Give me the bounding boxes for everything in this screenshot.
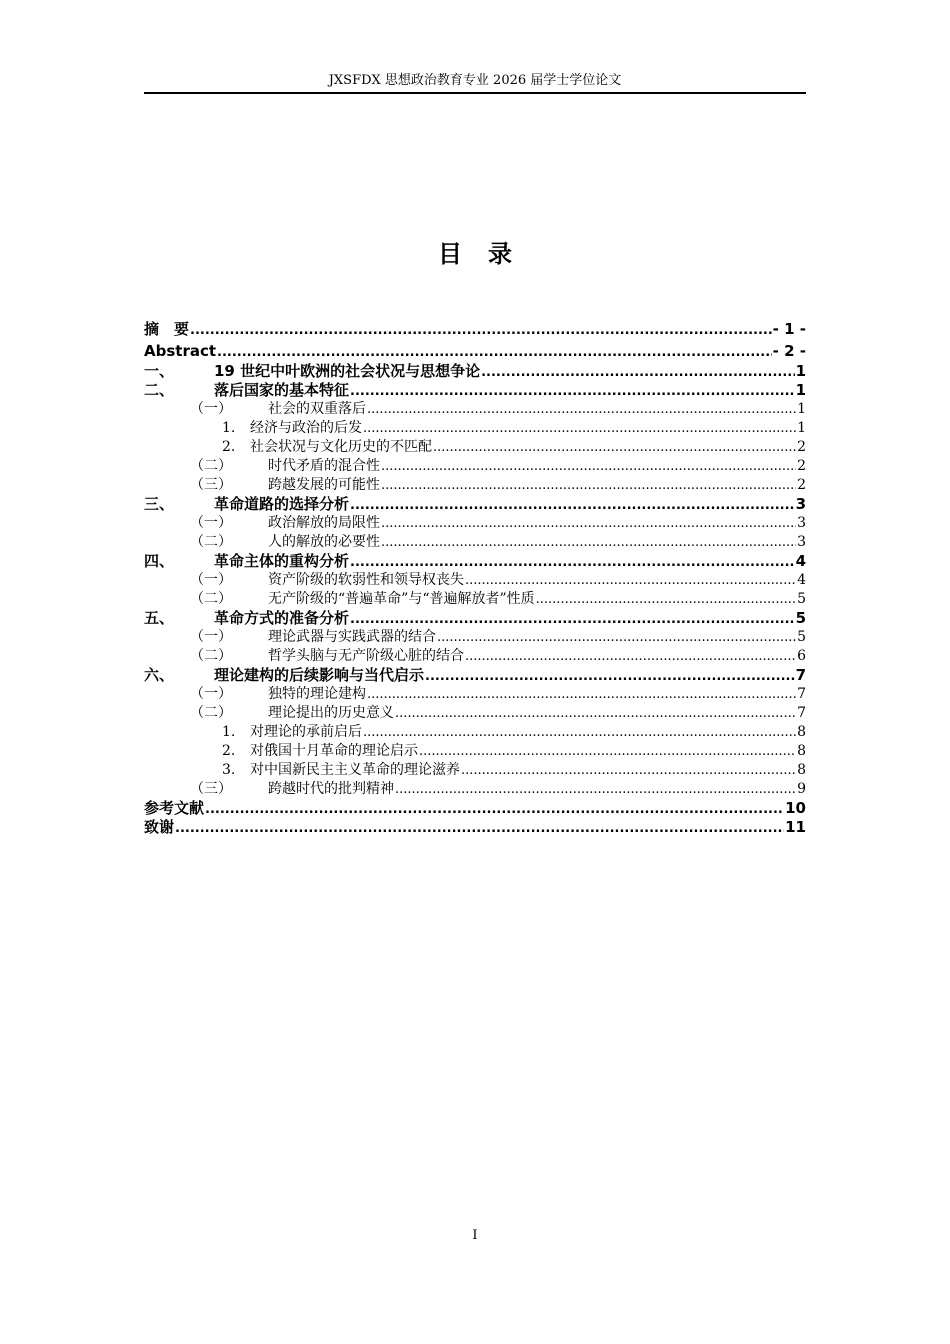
toc-page-number: 8	[797, 724, 806, 740]
toc-dot-leader	[465, 647, 796, 666]
toc-dot-leader	[367, 400, 796, 419]
toc-entry-number: （一）	[190, 572, 232, 588]
toc-entry[interactable]	[144, 628, 806, 647]
toc-page-number: 1	[795, 362, 806, 380]
toc-page-number: 2	[797, 458, 806, 474]
toc-dot-leader	[425, 667, 795, 686]
toc-dot-leader	[363, 723, 796, 742]
toc-entry[interactable]	[144, 780, 806, 799]
toc-entry[interactable]	[144, 419, 806, 438]
toc-dot-leader	[465, 571, 796, 590]
toc-title: 目录	[438, 240, 538, 268]
toc-entry[interactable]	[144, 761, 806, 780]
toc-dot-leader	[536, 590, 796, 609]
toc-page-number: - 2 -	[772, 342, 806, 360]
toc-page-number: 7	[797, 705, 806, 721]
toc-page-number: 1	[797, 420, 806, 436]
toc-page-number: 4	[797, 572, 806, 588]
toc-entry-number: （三）	[190, 781, 232, 797]
toc-page-number: 5	[795, 609, 806, 627]
toc-dot-leader	[381, 533, 796, 552]
toc-entry-number: 1.	[222, 724, 236, 740]
toc-dot-leader	[350, 610, 795, 629]
toc-page-number: 3	[797, 534, 806, 550]
toc-entry-number: 2.	[222, 439, 236, 455]
toc-entry-title: 致谢	[144, 818, 175, 836]
toc-dot-leader	[381, 514, 796, 533]
toc-entry[interactable]	[144, 457, 806, 476]
toc-entry-number: （二）	[190, 458, 232, 474]
toc-entry[interactable]	[144, 476, 806, 495]
toc-entry[interactable]	[144, 647, 806, 666]
toc-dot-leader	[437, 628, 796, 647]
toc-page-number: 8	[797, 743, 806, 759]
toc-dot-leader	[381, 457, 796, 476]
toc-dot-leader	[350, 382, 795, 401]
toc-entry-number: （一）	[190, 515, 232, 531]
toc-dot-leader	[190, 320, 772, 342]
toc-entry-number: 2.	[222, 743, 236, 759]
toc-entry-number: 四、	[144, 552, 175, 570]
toc-entry-number: （二）	[190, 591, 232, 607]
toc-entry-number: 六、	[144, 666, 175, 684]
toc-entry-title: 革命主体的重构分析	[214, 552, 350, 570]
toc-page-number: 2	[797, 439, 806, 455]
toc-entry-title: 社会的双重落后	[268, 401, 366, 417]
toc-entry[interactable]	[144, 340, 806, 362]
toc-page-number: 2	[797, 477, 806, 493]
toc-page-number: 7	[797, 686, 806, 702]
toc-entry-title: 跨越时代的批判精神	[268, 781, 394, 797]
toc-entry-number: 二、	[144, 381, 175, 399]
toc-entry[interactable]	[144, 438, 806, 457]
toc-dot-leader	[481, 363, 794, 382]
toc-entry-number: （一）	[190, 629, 232, 645]
toc-entry-title: 19 世纪中叶欧洲的社会状况与思想争论	[214, 362, 481, 380]
toc-entry-title: Abstract	[144, 342, 217, 360]
toc-entry-number: （一）	[190, 401, 232, 417]
toc-page-number: 1	[797, 401, 806, 417]
toc-dot-leader	[350, 553, 795, 572]
toc-dot-leader	[363, 419, 796, 438]
toc-page-number: 5	[797, 591, 806, 607]
toc-page-number: 9	[797, 781, 806, 797]
toc-entry[interactable]	[144, 799, 806, 818]
toc-entry-title: 无产阶级的“普遍革命”与“普遍解放者”性质	[268, 591, 535, 607]
toc-entry-title: 政治解放的局限性	[268, 515, 380, 531]
toc-page-number: 7	[795, 666, 806, 684]
toc-entry-title: 参考文献	[144, 799, 205, 817]
toc-entry-title: 革命道路的选择分析	[214, 495, 350, 513]
page-number: I	[472, 1228, 478, 1243]
toc-entry-title: 对理论的承前启后	[250, 724, 362, 740]
toc-entry-title: 理论提出的历史意义	[268, 705, 394, 721]
toc-entry-title: 革命方式的准备分析	[214, 609, 350, 627]
toc-entry-number: （二）	[190, 534, 232, 550]
toc-dot-leader	[461, 761, 796, 780]
toc-dot-leader	[395, 704, 796, 723]
toc-dot-leader	[395, 780, 796, 799]
toc-dot-leader	[367, 685, 796, 704]
toc-dot-leader	[217, 342, 772, 364]
toc-dot-leader	[175, 819, 784, 838]
toc-entry-number: 三、	[144, 495, 175, 513]
toc-entry[interactable]	[144, 362, 806, 381]
toc-entry-title: 理论武器与实践武器的结合	[268, 629, 436, 645]
toc-entry[interactable]	[144, 400, 806, 419]
toc-entry-title: 哲学头脑与无产阶级心脏的结合	[268, 648, 464, 664]
toc-dot-leader	[381, 476, 796, 495]
toc-entry-number: 3.	[222, 762, 236, 778]
toc-entry-title: 资产阶级的软弱性和领导权丧失	[268, 572, 464, 588]
toc-entry-number: （一）	[190, 686, 232, 702]
toc-entry-number: （三）	[190, 477, 232, 493]
toc-entry[interactable]	[144, 495, 806, 514]
toc-entry[interactable]	[144, 609, 806, 628]
toc-entry[interactable]	[144, 381, 806, 400]
toc-entry[interactable]	[144, 552, 806, 571]
toc-dot-leader	[350, 496, 795, 515]
toc-dot-leader	[419, 742, 796, 761]
page-header: JXSFDX 思想政治教育专业 2026 届学士学位论文	[144, 72, 806, 94]
toc-page-number: 1	[795, 381, 806, 399]
toc-entry[interactable]	[144, 514, 806, 533]
toc-page-number: 6	[797, 648, 806, 664]
toc-entry[interactable]	[144, 590, 806, 609]
toc-entry-title: 对中国新民主主义革命的理论滋养	[250, 762, 460, 778]
toc-page-number: 4	[795, 552, 806, 570]
toc-entry[interactable]	[144, 818, 806, 837]
toc-entry[interactable]	[144, 318, 806, 340]
toc-entry-title: 跨越发展的可能性	[268, 477, 380, 493]
toc-entry[interactable]	[144, 704, 806, 723]
toc-entry[interactable]	[144, 571, 806, 590]
table-of-contents	[144, 318, 806, 837]
toc-page-number: 10	[785, 799, 806, 817]
toc-dot-leader	[205, 800, 784, 819]
toc-entry-number: 一、	[144, 362, 175, 380]
toc-page-number: 3	[795, 495, 806, 513]
toc-entry-title: 经济与政治的后发	[250, 420, 362, 436]
toc-page-number: 11	[785, 818, 806, 836]
toc-page-number: - 1 -	[772, 320, 806, 338]
toc-page-number: 8	[797, 762, 806, 778]
toc-entry[interactable]	[144, 742, 806, 761]
toc-page-number: 5	[797, 629, 806, 645]
toc-entry-number: （二）	[190, 705, 232, 721]
toc-entry-title: 人的解放的必要性	[268, 534, 380, 550]
toc-entry-title: 社会状况与文化历史的不匹配	[250, 439, 432, 455]
toc-entry[interactable]	[144, 666, 806, 685]
toc-entry-number: 五、	[144, 609, 175, 627]
toc-entry[interactable]	[144, 723, 806, 742]
toc-page-number: 3	[797, 515, 806, 531]
toc-entry-title: 独特的理论建构	[268, 686, 366, 702]
toc-entry-title: 时代矛盾的混合性	[268, 458, 380, 474]
toc-entry-number: 1.	[222, 420, 236, 436]
toc-entry-number: （二）	[190, 648, 232, 664]
toc-entry[interactable]	[144, 533, 806, 552]
toc-entry-title: 落后国家的基本特征	[214, 381, 350, 399]
toc-entry-title: 理论建构的后续影响与当代启示	[214, 666, 425, 684]
toc-entry-title: 对俄国十月革命的理论启示	[250, 743, 418, 759]
toc-entry[interactable]	[144, 685, 806, 704]
toc-entry-title: 摘 要	[144, 320, 190, 338]
toc-dot-leader	[433, 438, 796, 457]
